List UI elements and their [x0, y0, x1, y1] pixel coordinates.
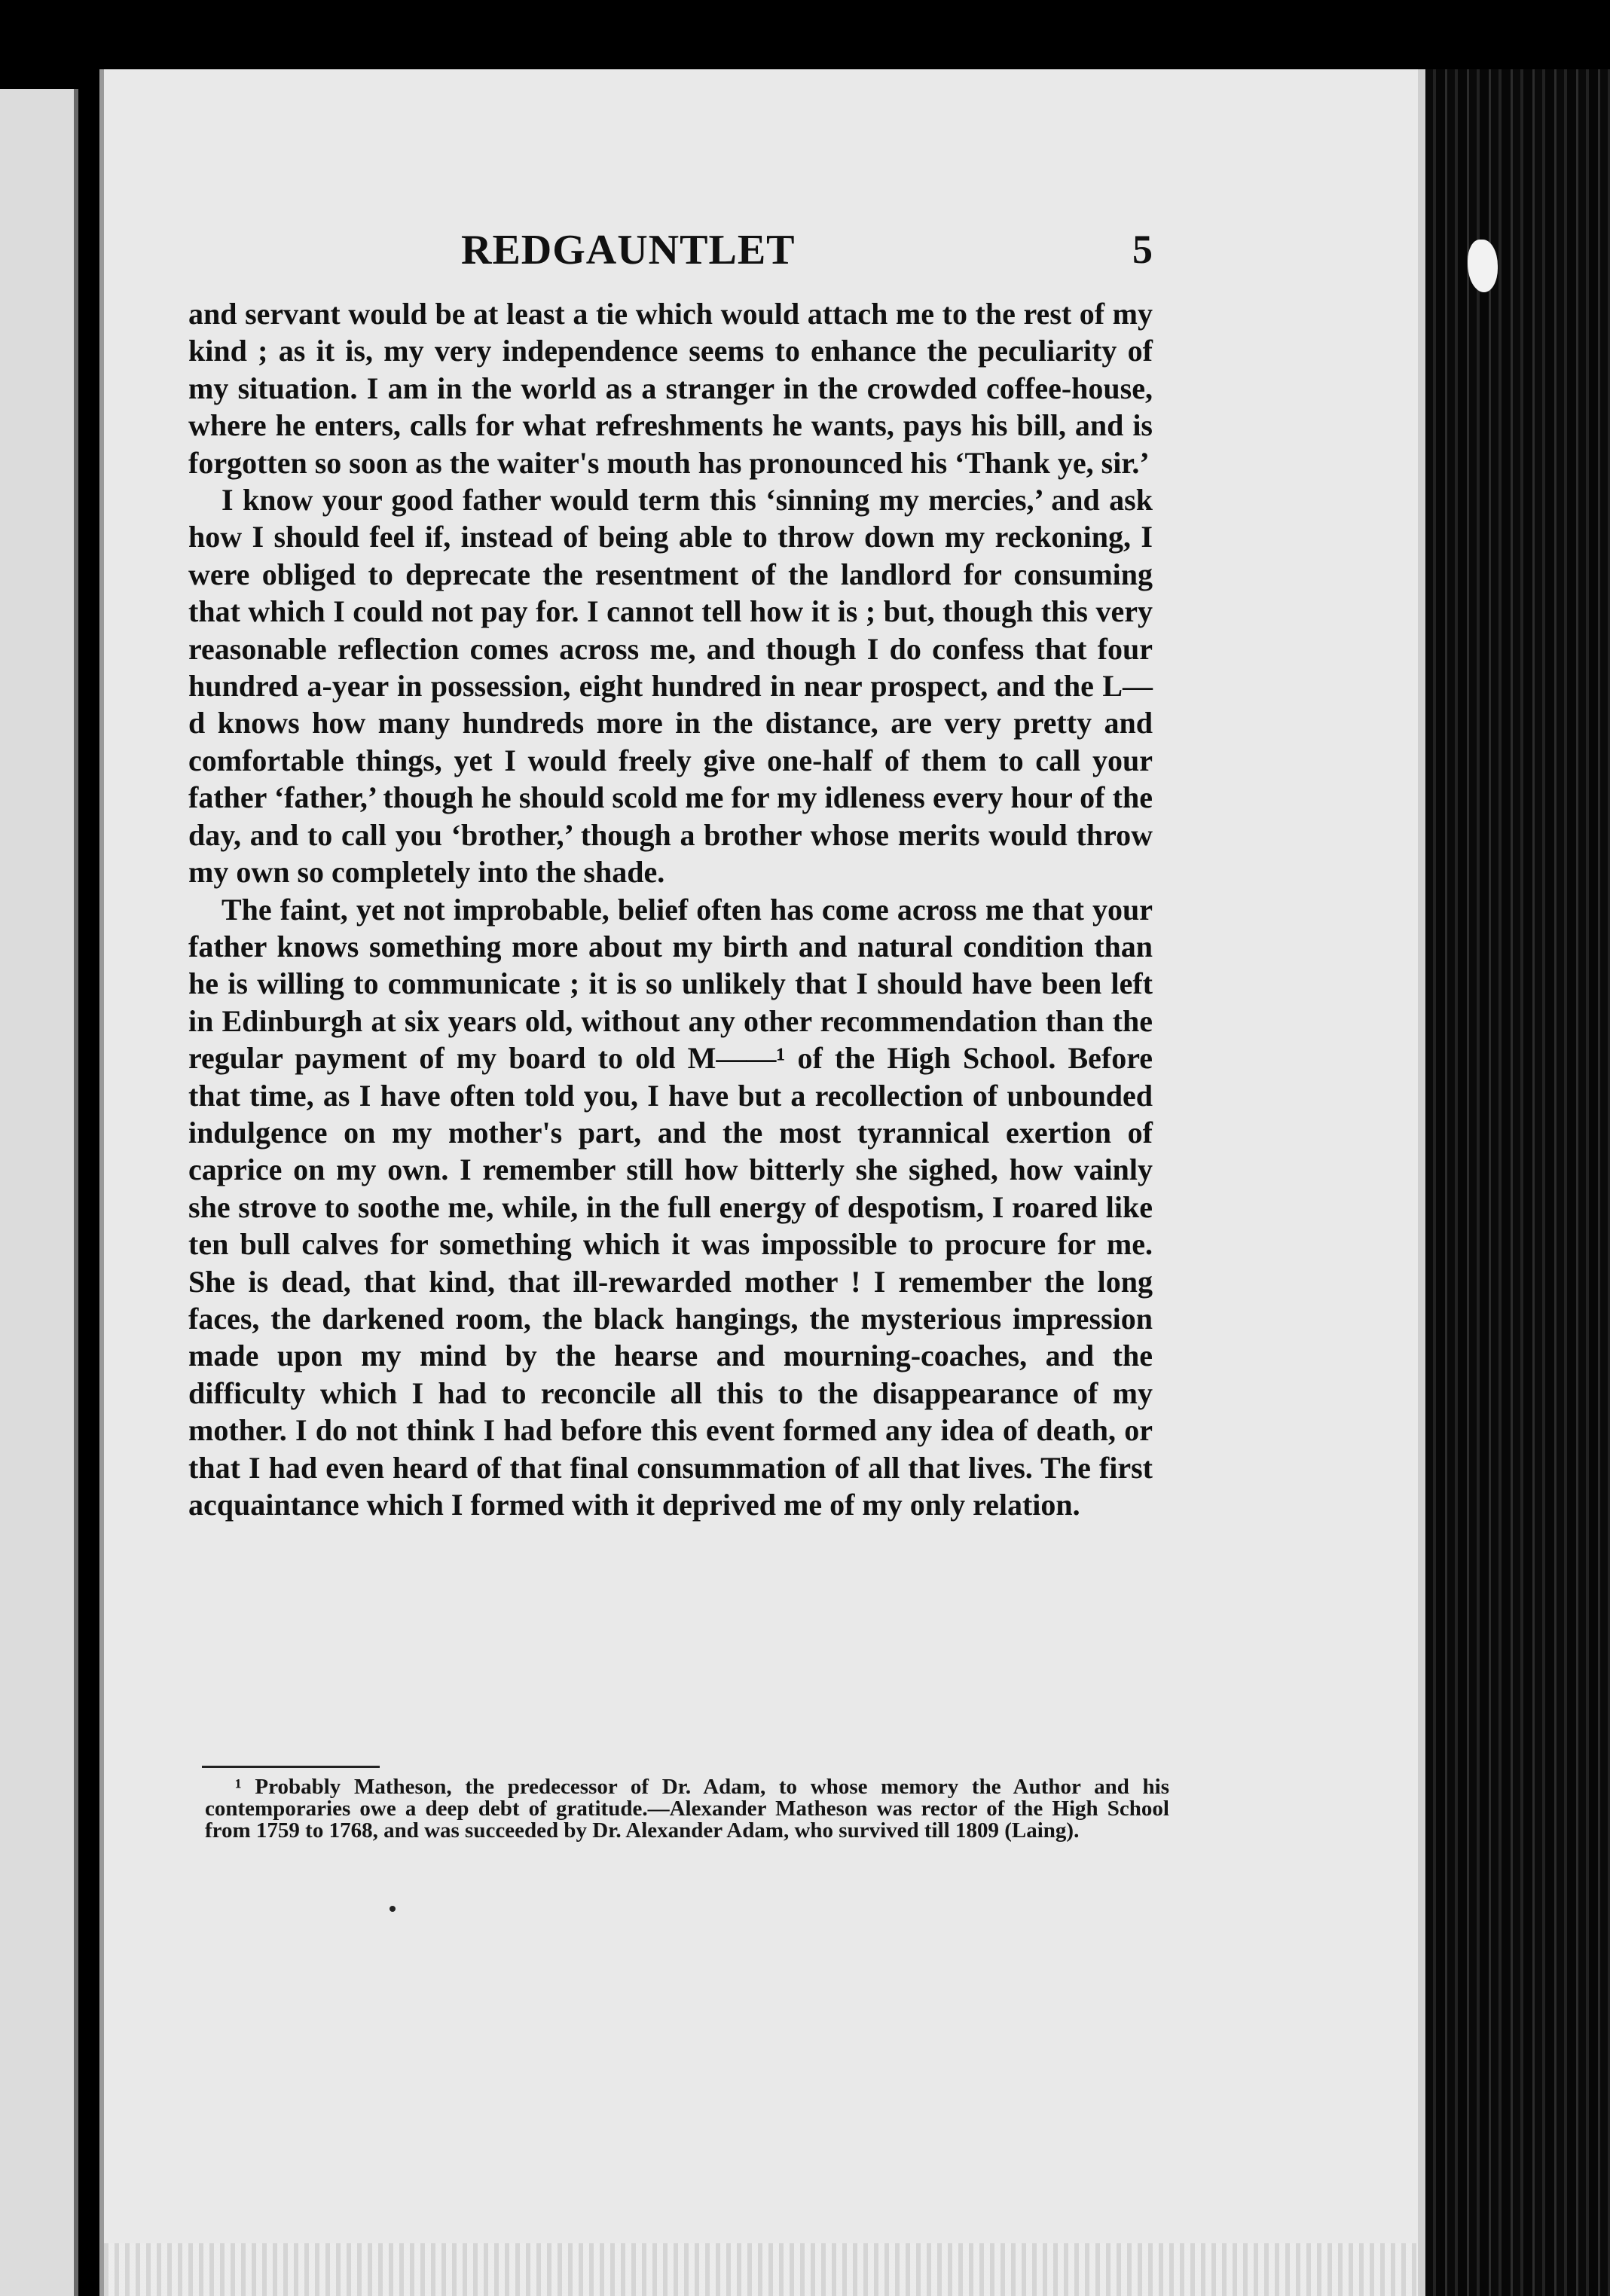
page-number: 5 [1132, 227, 1153, 272]
page-header [188, 226, 1153, 279]
paragraph-2: I know your good father would term this ‘sinning my mercies,’ and ask how I should feel if, instead of being able to throw down my reckoning, I were obliged to deprecate the resentment of the landlord for consuming that which I could not pay for. I cannot tell how it is ; but, though this very reasonable reflection comes across me, and though I do confess that four hundred a-year in possession, eight hundred in near prospect, and the L—d knows how many hundreds more in the distance, are very pretty and comfortable things, yet I would freely give one-half of them to call your father ‘father,’ though he should scold me for my idleness every hour of the day, and to call you ‘brother,’ though a brother whose merits would throw my own so completely into the shade. [188, 483, 1153, 890]
footnote-rule [202, 1766, 380, 1768]
footnote: ¹ Probably Matheson, the predecessor of Dr. Adam, to whose memory the Author and his contemporaries owe a deep debt of gratitude.—Alexander Matheson was rector of the High School from 1759 to 1768, and was succeeded by Dr. Alexander Adam, who survived till 1809 (Laing). [205, 1775, 1169, 1843]
paragraph-3: The faint, yet not improbable, belief often has come across me that your father knows something more about my birth and natural condition than he is willing to communicate ; it is so unlikely that I should have been left in Edinburgh at six years old, without any other recommendation than the regular payment of my board to old M——¹ of the High School. Before that time, as I have often told you, I have but a recollection of unbounded indulgence on my mother's part, and the most tyrannical exertion of caprice on my own. I remember still how bitterly she sighed, how vainly she strove to soothe me, while, in the full energy of despotism, I roared like ten bull calves for something which it was impossible to procure for me. She is dead, that kind, that ill-rewarded mother ! I remember the long faces, the darkened room, the black hangings, the mysterious impression made upon my mind by the hearse and mourning-coaches, and the difficulty which I had to reconcile all this to the disappearance of my mother. I do not think I had before this event formed any idea of death, or that I had even heard of that final consummation of all that lives. The first acquaintance which I formed with it deprived me of my only relation. [188, 892, 1153, 1522]
running-head: REDGAUNTLET [461, 227, 796, 273]
facing-page-edge [0, 89, 78, 2296]
scan-dot-artifact [390, 1906, 396, 1912]
scan-artifact [1468, 240, 1498, 292]
book-fore-edge [1425, 69, 1610, 2296]
body-text [188, 295, 1153, 1523]
paragraph-1: and servant would be at least a tie which would attach me to the rest of my kind ; as it is, my very independence seems to enhance the peculiarity of my situation. I am in the world as a stranger in the crowded coffee-house, where he enters, calls for what refreshments he wants, pays his bill, and is forgotten so soon as the waiter's mouth has pronounced his ‘Thank ye, sir.’ [188, 297, 1153, 480]
